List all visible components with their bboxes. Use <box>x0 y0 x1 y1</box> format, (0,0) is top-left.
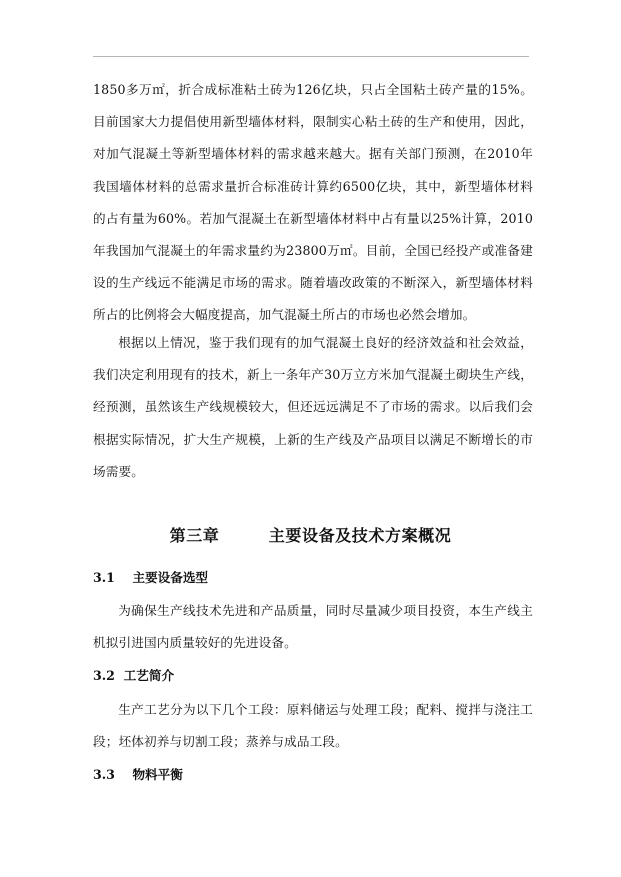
section-body-3-2: 生产工艺分为以下几个工段：原料储运与处理工段；配料、搅拌与浇注工段；坯体初养与切割工段；蒸养与成品工段。 <box>93 702 533 750</box>
section-heading-3-2: 3.2 工艺简介 <box>93 668 175 683</box>
chapter-title: 第三章 主要设备及技术方案概况 <box>169 526 452 545</box>
body-paragraph-decision: 根据以上情况，鉴于我们现有的加气混凝土良好的经济效益和社会效益，我们决定利用现有的技术，新上一条年产30万立方米加气混凝土砌块生产线，经预测，虽然该生产线规模较大，但还远远满足不了市场的需求。以后我们会根据实际情况，扩大生产规模，上新的生产线及产品项目以满足不断增长的市场需要。 <box>93 335 533 479</box>
section-body-3-1: 为确保生产线技术先进和产品质量，同时尽量减少项目投资，本生产线主机拟引进国内质量较好的先进设备。 <box>93 603 533 651</box>
section-heading-3-3: 3.3 物料平衡 <box>93 767 183 782</box>
body-paragraph-market-demand: 1850多万㎡，折合成标准粘土砖为126亿块，只占全国粘土砖产量的15%。目前国家大力提倡使用新型墙体材料，限制实心粘土砖的生产和使用，因此，对加气混凝土等新型墙体材料的需求越来越大。据有关部门预测，在2010年我国墙体材料的总需求量折合标准砖计算约6500亿块，其中，新型墙体材料的占有量为60%。若加气混凝土在新型墙体材料中占有量以25%计算，2010年我国加气混凝土的年需求量约为23800万㎡。目前，全国已经投产或准备建设的生产线远不能满足市场的需求。随着墙改政策的不断深入，新型墙体材料所占的比例将会大幅度提高，加气混凝土所占的市场也必然会增加。 <box>93 82 533 323</box>
section-heading-3-1: 3.1 主要设备选型 <box>93 570 209 585</box>
header-rule <box>93 56 529 57</box>
